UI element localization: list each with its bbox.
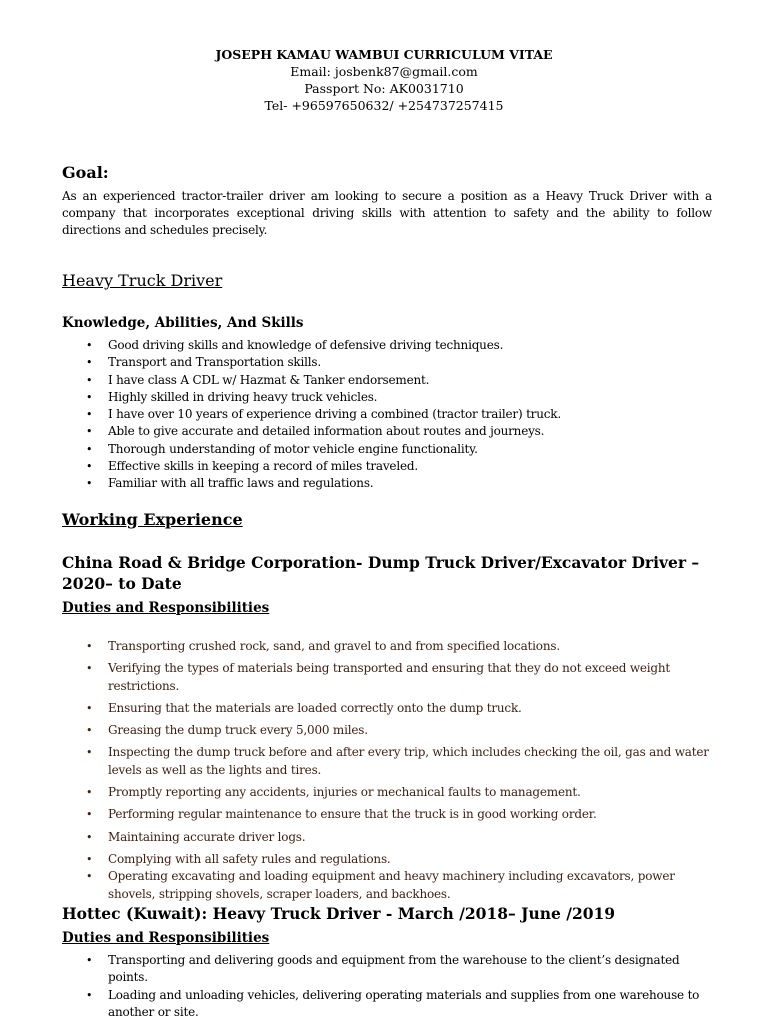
list-item: • Promptly reporting any accidents, injuries or mechanical faults to management. <box>86 785 581 800</box>
goal-text: As an experienced tractor-trailer driver am looking to secure a position as a Heavy Truck Driver with a company that incorporates exceptional driving skills with attention to safety and the ability to follow directions and schedules precisely. <box>62 189 712 237</box>
list-item: • Greasing the dump truck every 5,000 miles. <box>86 723 368 738</box>
phone-line: Tel- +96597650632/ +254737257415 <box>264 98 504 113</box>
list-item: • Ensuring that the materials are loaded correctly onto the dump truck. <box>86 700 522 715</box>
list-item: • Transporting crushed rock, sand, and gravel to and from specified locations. <box>86 639 560 653</box>
list-item: • Maintaining accurate driver logs. <box>86 829 306 844</box>
skills-heading: Knowledge, Abilities, And Skills <box>62 315 304 331</box>
list-item: • Operating excavating and loading equipment and heavy machinery including excavators, power shovels, stripping shovels, scraper loaders, and backhoes. <box>86 869 675 901</box>
list-item: • Effective skills in keeping a record of miles traveled. <box>86 459 418 474</box>
cv-name-title: JOSEPH KAMAU WAMBUI CURRICULUM VITAE <box>215 47 553 62</box>
duties-list-china-road <box>62 638 722 903</box>
list-item: • Complying with all safety rules and regulations. <box>86 851 391 866</box>
list-item: • Verifying the types of materials being transported and ensuring that they do not exceed weight restrictions. <box>86 661 671 693</box>
experience-heading: Working Experience <box>62 510 243 529</box>
list-item: • Able to give accurate and detailed information about routes and journeys. <box>86 424 545 439</box>
list-item: • I have over 10 years of experience driving a combined (tractor trailer) truck. <box>86 407 561 422</box>
list-item: • Loading and unloading vehicles, delivering operating materials and supplies from one warehouse to another or site. <box>86 987 700 1019</box>
list-item: • I have class A CDL w/ Hazmat & Tanker endorsement. <box>86 372 430 387</box>
email-line: Email: josbenk87@gmail.com <box>290 64 478 79</box>
passport-line: Passport No: AK0031710 <box>304 81 464 96</box>
cv-header <box>0 46 768 114</box>
job-title-china-road: China Road & Bridge Corporation- Dump Truck Driver/Excavator Driver – 2020– to Date <box>62 553 700 593</box>
list-item: • Transporting and delivering goods and equipment from the warehouse to the client’s designated points. <box>86 953 680 985</box>
list-item: • Familiar with all traffic laws and regulations. <box>86 476 374 491</box>
list-item: • Transport and Transportation skills. <box>86 355 321 370</box>
skills-list <box>62 337 722 493</box>
duties-heading-hottec: Duties and Responsibilities <box>62 930 270 946</box>
duties-heading-china-road: Duties and Responsibilities <box>62 600 270 616</box>
list-item: • Highly skilled in driving heavy truck vehicles. <box>86 389 378 404</box>
goal-heading: Goal: <box>62 163 109 182</box>
role-heading: Heavy Truck Driver <box>62 271 223 290</box>
list-item: • Inspecting the dump truck before and after every trip, which includes checking the oil, gas and water levels as well as the lights and tires. <box>86 745 709 777</box>
duties-list-hottec <box>62 952 722 1021</box>
job-title-hottec: Hottec (Kuwait): Heavy Truck Driver - March /2018– June /2019 <box>62 904 616 923</box>
list-item: • Good driving skills and knowledge of defensive driving techniques. <box>86 338 504 352</box>
list-item: • Performing regular maintenance to ensure that the truck is in good working order. <box>86 807 597 822</box>
list-item: • Thorough understanding of motor vehicle engine functionality. <box>86 441 478 456</box>
